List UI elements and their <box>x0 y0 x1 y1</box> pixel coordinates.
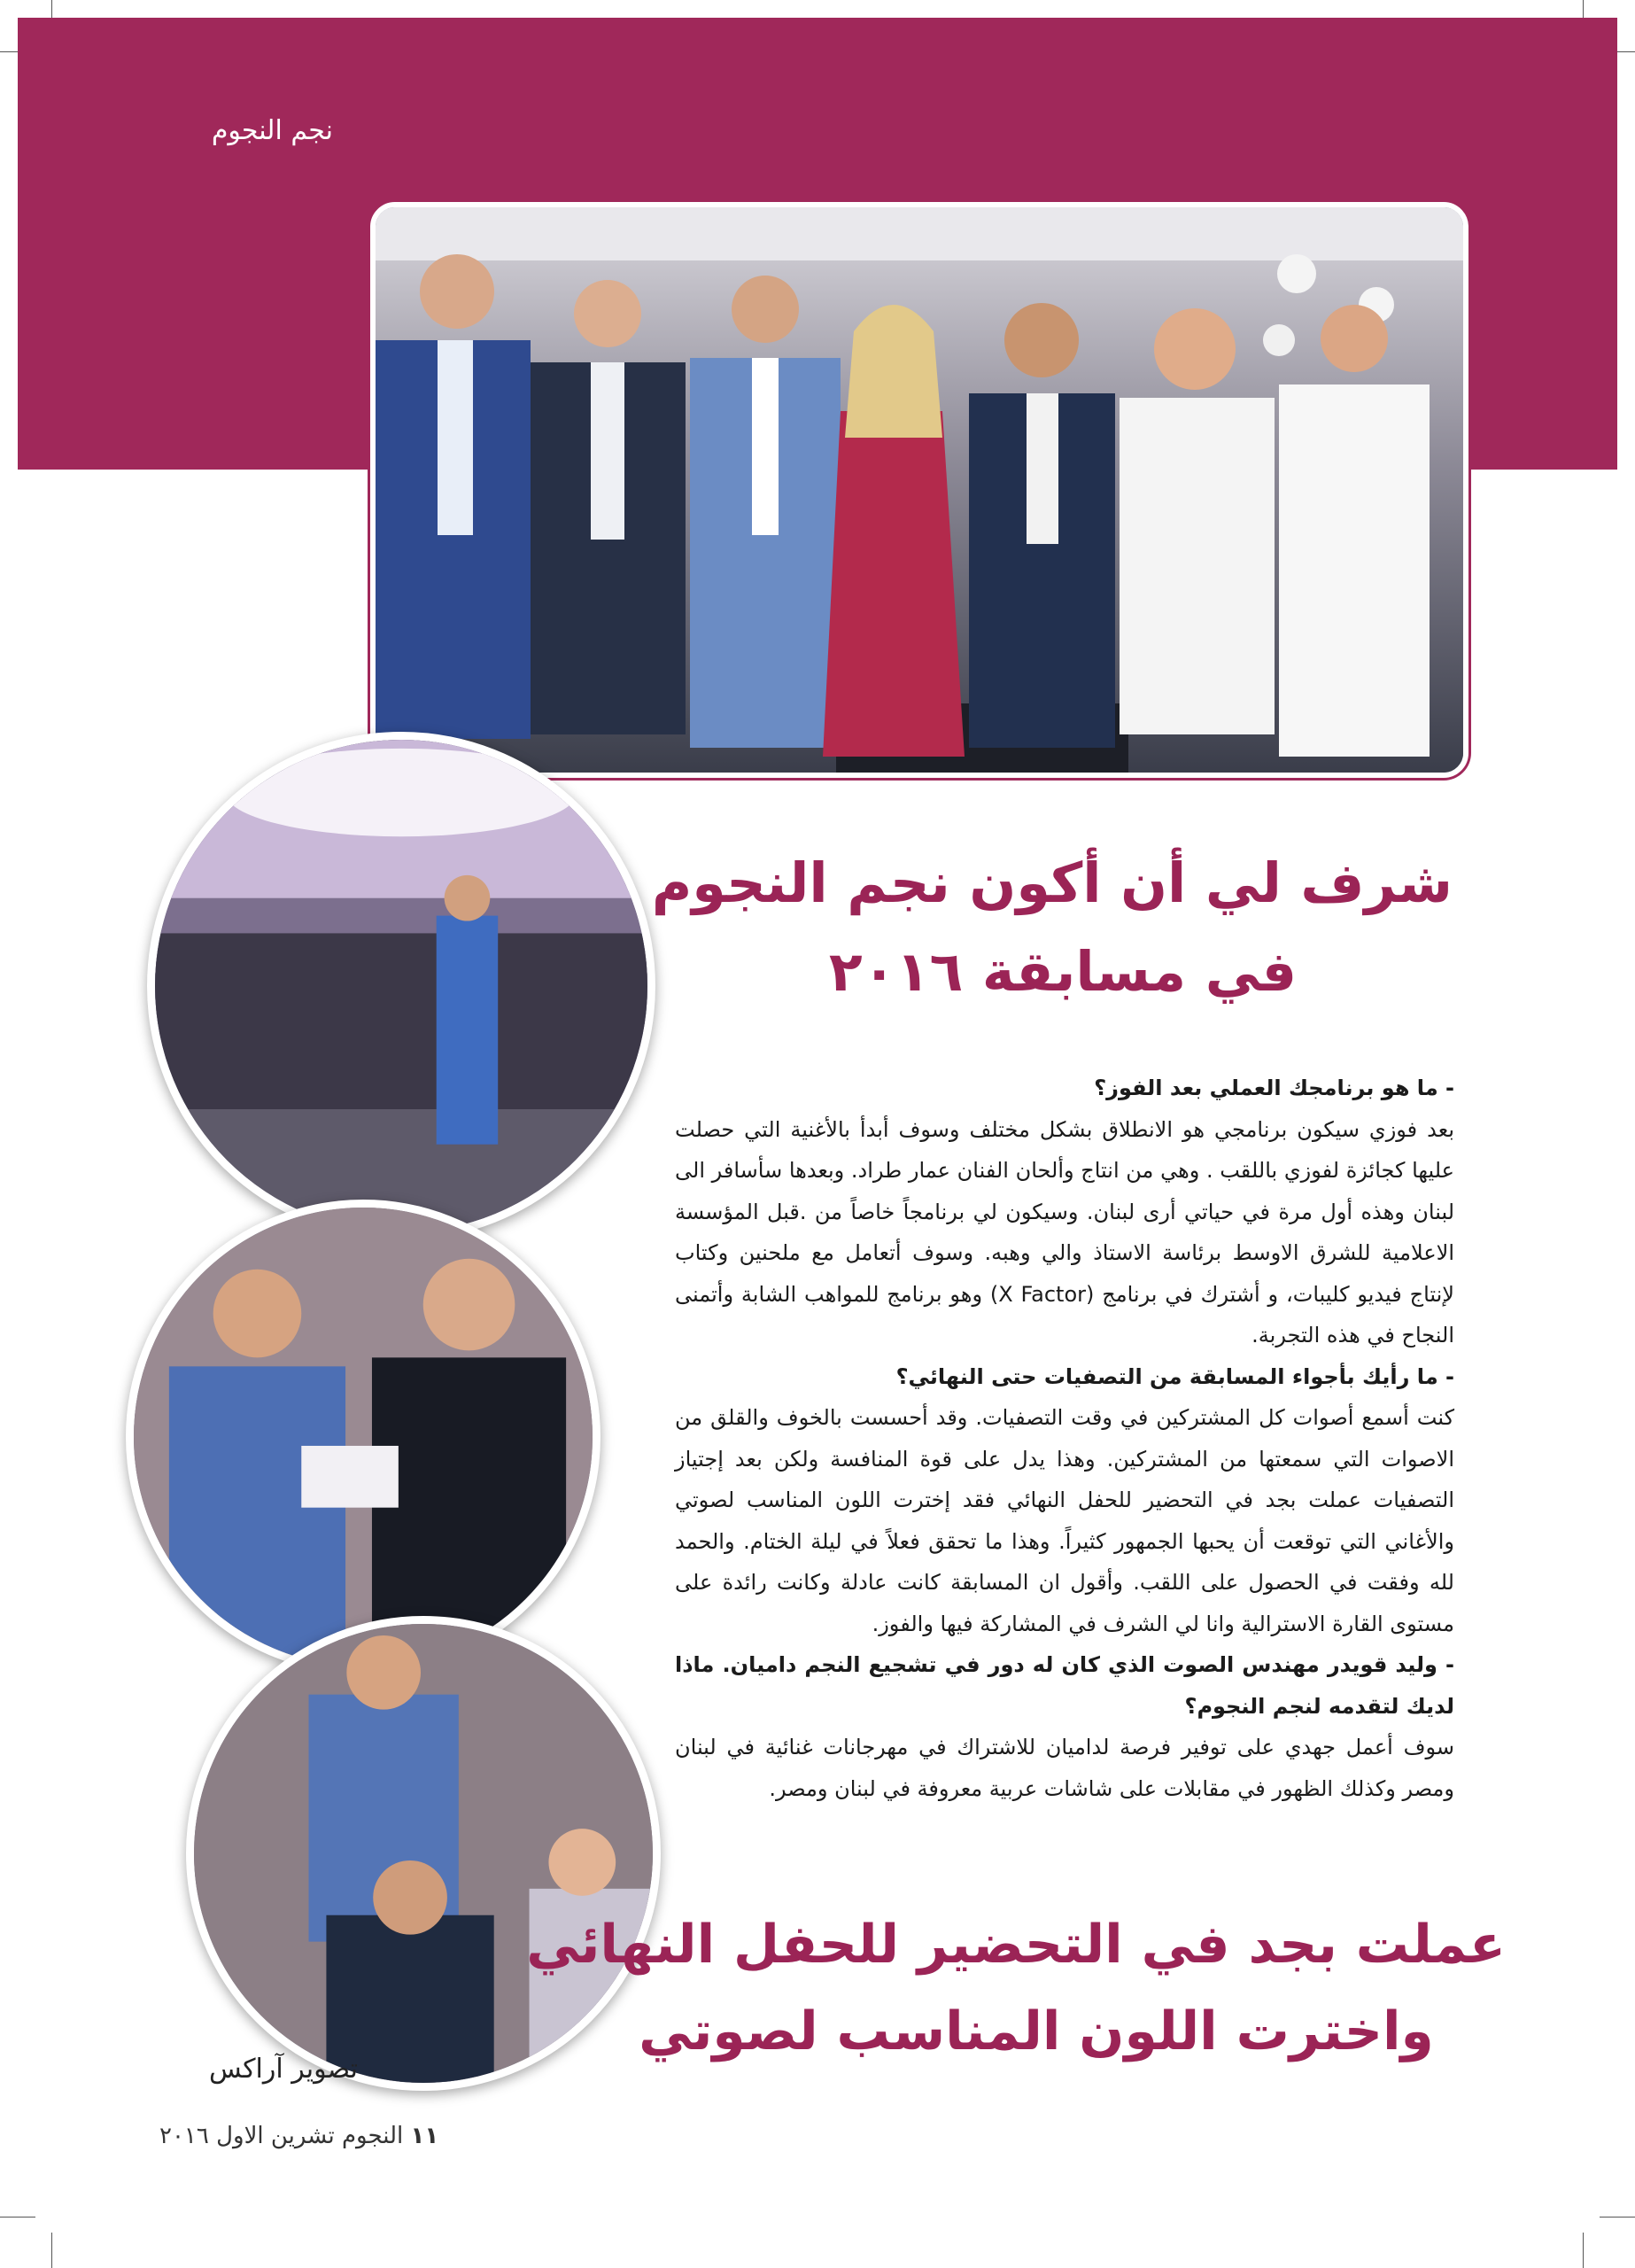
question-3: - وليد قويدر مهندس الصوت الذي كان له دور في تشجيع النجم داميان. ماذا لديك لتقدمه لنجم النجوم؟ <box>675 1652 1454 1719</box>
issue-label: النجوم تشرين الاول ٢٠١٦ <box>159 2123 404 2149</box>
headline-line-2: في مسابقة ٢٠١٦ <box>828 939 1298 1004</box>
section-label: نجم النجوم <box>211 115 333 146</box>
pull-quote-line-2: واخترت اللون المناسب لصوتي <box>639 2000 1434 2062</box>
crop-mark <box>0 2217 35 2218</box>
pull-quote-line-1: عملت بجد في التحضير للحفل النهائي <box>526 1914 1506 1976</box>
answer-2: كنت أسمع أصوات كل المشتركين في وقت التصفيات. وقد أحسست بالخوف والقلق من الاصوات التي سمعتها من المشتركين. وهذا يدل على قوة المنافسة ولكن بعد إجتياز التصفيات عملت بجد في التحضير للحفل النهائي فقد إخترت اللون المناسب لصوتي والأغاني التي توقعت أن يحبها الجمهور كثيراً. وهذا ما تحقق فعلاً في ليلة الختام. والحمد لله وفقت في الحصول على اللقب. وأقول ان المسابقة كانت عادلة وكانت رائدة على مستوى القارة الاسترالية وانا لي الشرف في المشاركة فيها والفوز. <box>675 1405 1454 1636</box>
circle-photo-stage <box>147 732 655 1240</box>
page-footer <box>159 2123 474 2149</box>
hero-photo <box>370 202 1468 778</box>
answer-3: سوف أعمل جهدي على توفير فرصة لداميان للاشتراك في مهرجانات غنائية في لبنان ومصر وكذلك الظهور في مقابلات على شاشات عربية معروفة في لبنان ومصر. <box>675 1735 1454 1801</box>
article-body <box>675 1068 1454 1809</box>
question-1: - ما هو برنامجك العملي بعد الفوز؟ <box>1094 1076 1454 1100</box>
group-photo-illustration <box>376 207 1463 773</box>
photo-credit: تصوير آراكس <box>209 2054 358 2085</box>
question-2: - ما رأيك بأجواء المسابقة من التصفيات حتى النهائي؟ <box>895 1363 1454 1389</box>
answer-1: بعد فوزي سيكون برنامجي هو الانطلاق بشكل مختلف وسوف أبدأ بالأغنية التي حصلت عليها كجائزة لفوزي باللقب . وهي من انتاج وألحان الفنان عمار طراد. وبعدها سأسافر الى لبنان وهذه أول مرة في حياتي أرى لبنان. وسيكون لي برنامجاً خاصاً من .قبل المؤسسة الاعلامية للشرق الاوسط برئاسة الاستاذ والي وهبه. وسوف أتعامل مع ملحنين وكتاب لإنتاج فيديو كليبات، و أشترك في برنامج (X Factor) وهو برنامج للمواهب الشابة وأتمنى النجاح في هذه التجربة. <box>675 1116 1454 1348</box>
page-number: ١١ <box>410 2123 439 2149</box>
circle-photo-award <box>126 1200 601 1674</box>
award-photo-illustration <box>134 1208 593 1666</box>
headline-line-1: شرف لي أن أكون نجم النجوم <box>651 850 1453 915</box>
crop-mark <box>51 2233 52 2268</box>
crop-mark <box>1583 2233 1584 2268</box>
crop-mark <box>1600 2217 1635 2218</box>
stage-photo-illustration <box>155 740 647 1232</box>
